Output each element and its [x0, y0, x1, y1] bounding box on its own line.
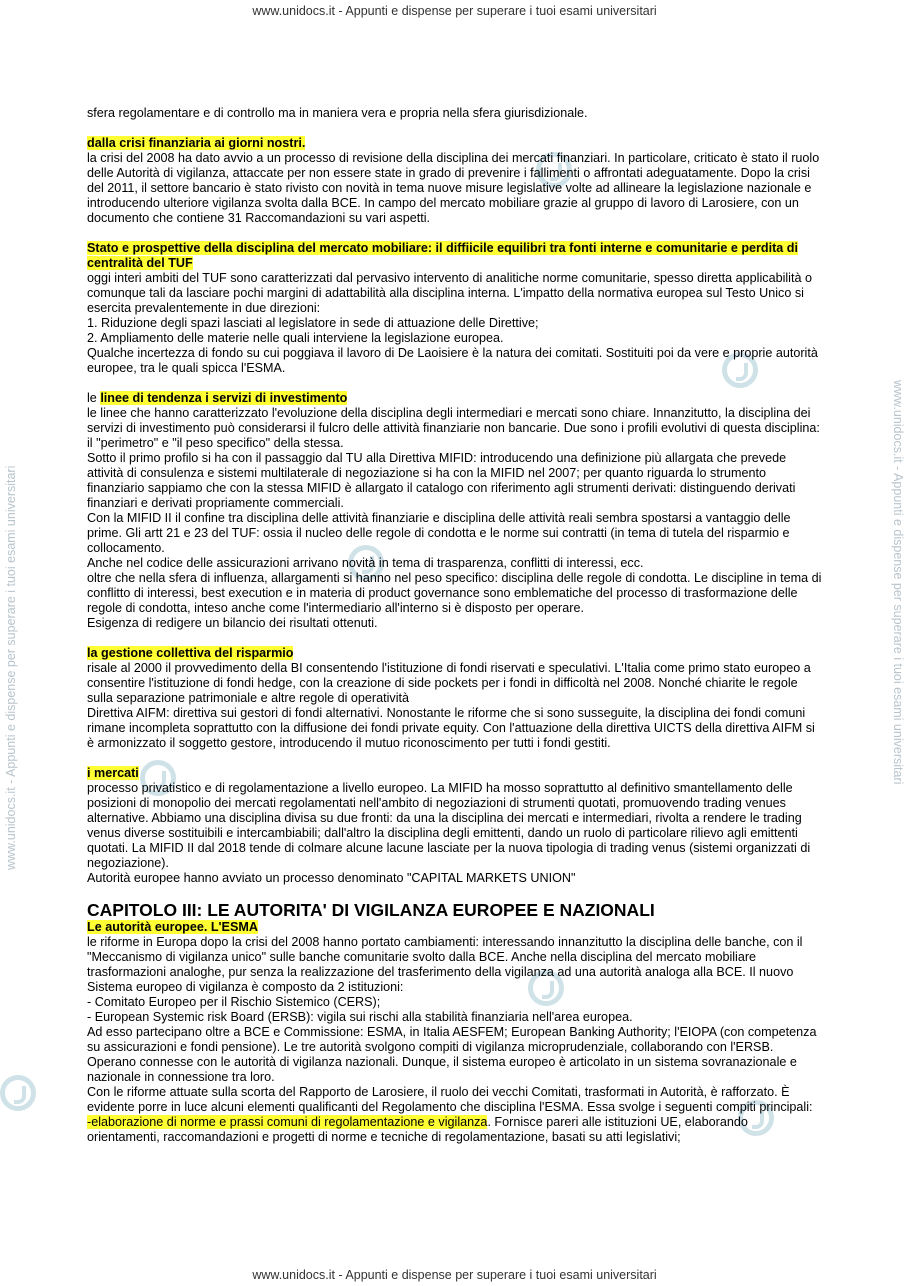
paragraph: Sotto il primo profilo si ha con il passaggio dal TU alla Direttiva MIFID: introducendo una definizione più allargata che prevede attività di consulenza e sistemi multilaterale di negoziazione si ha con la MIFID nel 2007; per quanto riguarda lo strumento finanziario sappiamo che con la stessa MIFID è allargato il catalogo con riferimento agli strumenti derivati: distinguendo derivati finanziari e derivati propriamente commerciali.	[87, 451, 796, 510]
page-footer-watermark: www.unidocs.it - Appunti e dispense per superare i tuoi esami universitari	[252, 1268, 657, 1282]
paragraph: Con la MIFID II il confine tra disciplina delle attività finanziarie e disciplina delle attività reali sembra spostarsi a vantaggio delle prime. Gli artt 21 e 23 del TUF: ossia il nucleo delle regole di condotta e le norme sui contratti (in tema di tutela del risparmio e collocamento.	[87, 511, 791, 555]
list-item: - European Systemic risk Board (ERSB): vigila sui rischi alla stabilità finanziaria nell'area europea.	[87, 1010, 633, 1024]
paragraph: la crisi del 2008 ha dato avvio a un processo di revisione della disciplina dei mercati finanziari. In particolare, criticato è stato il ruolo delle Autorità di vigilanza, attaccate per non essere state in grado di prevenire i fallimenti o affrontati adeguatamente. Dopo la crisi del 2011, il settore bancario è stato rivisto con novità in tema nuove misure legislative volte ad allineare la legislazione nazionale e introducendo ulteriore vigilanza svolta dalla BCE. In campo del mercato mobiliare grazie al gruppo di lavoro di Larosiere, con un documento che contiene 31 Raccomandazioni su vari aspetti.	[87, 151, 820, 225]
side-watermark-left: www.unidocs.it - Appunti e dispense per superare i tuoi esami universitari	[4, 465, 18, 870]
section-linee-tendenza	[87, 391, 822, 631]
unidocs-logo-icon	[0, 1075, 36, 1111]
paragraph: Autorità europee hanno avviato un processo denominato "CAPITAL MARKETS UNION"	[87, 871, 576, 885]
section-heading: i mercati	[87, 766, 139, 780]
list-item: 2. Ampliamento delle materie nelle quali interviene la legislazione europea.	[87, 331, 504, 345]
side-watermark-right: www.unidocs.it - Appunti e dispense per superare i tuoi esami universitari	[891, 380, 905, 785]
paragraph: risale al 2000 il provvedimento della BI consentendo l'istituzione di fondi riservati e speculativi. L'Italia come primo stato europeo a consentire l'istituzione di fondi hedge, con la creazione di side pockets per i fondi in difficoltà nel 2008. Nonché chiarite le regole sulla separazione patrimoniale e altre regole di operatività	[87, 661, 811, 705]
page-header-watermark: www.unidocs.it - Appunti e dispense per superare i tuoi esami universitari	[252, 4, 657, 18]
paragraph: le linee che hanno caratterizzato l'evoluzione della disciplina degli intermediari e mercati sono chiare. Innanzitutto, la disciplina dei servizi di investimento può considerarsi il fulcro delle attività finanziarie non bancarie. Due sono i profili evolutivi di questa disciplina: il "perimetro" e "il peso specifico" della stessa.	[87, 406, 820, 450]
section-heading: Le autorità europee. L'ESMA	[87, 920, 258, 934]
paragraph: processo privatistico e di regolamentazione a livello europeo. La MIFID ha mosso soprattutto al definitivo smantellamento delle posizioni di monopolio dei mercati regolamentati nell'ambito di negoziazioni di strumenti quotati, promuovendo trading venues alternative. Abbiamo una disciplina divisa su due fronti: da una la disciplina dei mercati e intermediari, rivolta a rendere le trading venus diverse sostituibili e intercambiabili; dall'altro la disciplina degli emittenti, dando un ruolo di particolare rilievo agli emittenti quotati. La MIFID II dal 2018 tende di colmare alcune lacune lasciate per la nuova tipologia di trading venus (sistemi organizzati di negoziazione).	[87, 781, 811, 870]
paragraph: Esigenza di redigere un bilancio dei risultati ottenuti.	[87, 616, 378, 630]
section-heading: dalla crisi finanziaria ai giorni nostri.	[87, 136, 306, 150]
section-heading: la gestione collettiva del risparmio	[87, 646, 294, 660]
paragraph: oltre che nella sfera di influenza, allargamenti si hanno nel peso specifico: disciplina delle regole di condotta. Le discipline in tema di conflitto di interessi, best execution e in materia di product governance sono emblematiche del processo di trasformazione delle regole di condotta, inteso anche come l'intermediario all'interno si è disposto per operare.	[87, 571, 822, 615]
section-heading: le linee di tendenza i servizi di investimento	[87, 391, 348, 405]
section-mercati	[87, 766, 822, 886]
section-heading: Stato e prospettive della disciplina del mercato mobiliare: il diffiicile equilibri tra fonti interne e comunitarie e perdita di centralità del TUF	[87, 241, 798, 270]
paragraph: Direttiva AIFM: direttiva sui gestori di fondi alternativi. Nonostante le riforme che si sono susseguite, la disciplina dei fondi comuni rimane incompleta soprattutto con la diffusione dei fondi private equity. Con l'attuazione della direttiva UICTS della direttiva AIFM si è armonizzato il soggetto gestore, introducendo il mutuo riconoscimento per tutti i fondi gestiti.	[87, 706, 815, 750]
list-item: - Comitato Europeo per il Rischio Sistemico (CERS);	[87, 995, 381, 1009]
document-body	[87, 106, 822, 1145]
list-item: 1. Riduzione degli spazi lasciati al legislatore in sede di attuazione delle Direttive;	[87, 316, 539, 330]
section-gestione-collettiva	[87, 646, 822, 751]
paragraph: oggi interi ambiti del TUF sono caratterizzati dal pervasivo intervento di analitiche norme comunitarie, spesso diretta applicabilità o comunque tali da lasciare pochi margini di adattabilità alla disciplina interna. L'impatto della normativa europea sul Testo Unico si esercita prevalentemente in due direzioni:	[87, 271, 812, 315]
paragraph: -elaborazione di norme e prassi comuni di regolamentazione e vigilanza. Fornisce pareri alle istituzioni UE, elaborando orientamenti, raccomandazioni e progetti di norme e tecniche di regolamentazione, basati su atti legislativi;	[87, 1115, 748, 1144]
highlighted-phrase: -elaborazione di norme e prassi comuni di regolamentazione e vigilanza	[87, 1115, 488, 1129]
paragraph: Qualche incertezza di fondo su cui poggiava il lavoro di De Laoisiere è la natura dei comitati. Sostituiti poi da vere e proprie autorità europee, tra le quali spicca l'ESMA.	[87, 346, 818, 375]
paragraph: le riforme in Europa dopo la crisi del 2008 hanno portato cambiamenti: interessando innanzitutto la disciplina delle banche, con il "Meccanismo di vigilanza unico" sulle banche comunitarie svolto dalla BCE. Anche nella disciplina del mercato mobiliare trasformazioni analoghe, pur senza la realizzazione del trasferimento della vigilanza ad una autorità analoga alla BCE. Il nuovo Sistema europeo di vigilanza è composto da 2 istituzioni:	[87, 935, 803, 994]
section-stato-prospettive	[87, 241, 822, 376]
chapter-title: CAPITOLO III: LE AUTORITA' DI VIGILANZA EUROPEE E NAZIONALI	[87, 900, 655, 920]
paragraph: Anche nel codice delle assicurazioni arrivano novità in tema di trasparenza, conflitti di interessi, ecc.	[87, 556, 644, 570]
paragraph: Con le riforme attuate sulla scorta del Rapporto de Larosiere, il ruolo dei vecchi Comitati, trasformati in Autorità, è rafforzato. È evidente porre in luce alcuni elementi qualificanti del Regolamento che disciplina l'ESMA. Essa svolge i seguenti compiti principali:	[87, 1085, 813, 1114]
paragraph: Ad esso partecipano oltre a BCE e Commissione: ESMA, in Italia AESFEM; European Banking Authority; l'EIOPA (con competenza su assicurazioni e fondi pensione). Le tre autorità svolgono compiti di vigilanza microprudenziale, collaborando con l'ERSB. Operano connesse con le autorità di vigilanza nazionali. Dunque, il sistema europeo è articolato in un sistema sovranazionale e nazionale in connessione tra loro.	[87, 1025, 817, 1084]
section-crisi-finanziaria	[87, 136, 822, 226]
section-autorita-europee	[87, 920, 822, 1145]
intro-line: sfera regolamentare e di controllo ma in maniera vera e propria nella sfera giurisdizionale.	[87, 106, 588, 120]
